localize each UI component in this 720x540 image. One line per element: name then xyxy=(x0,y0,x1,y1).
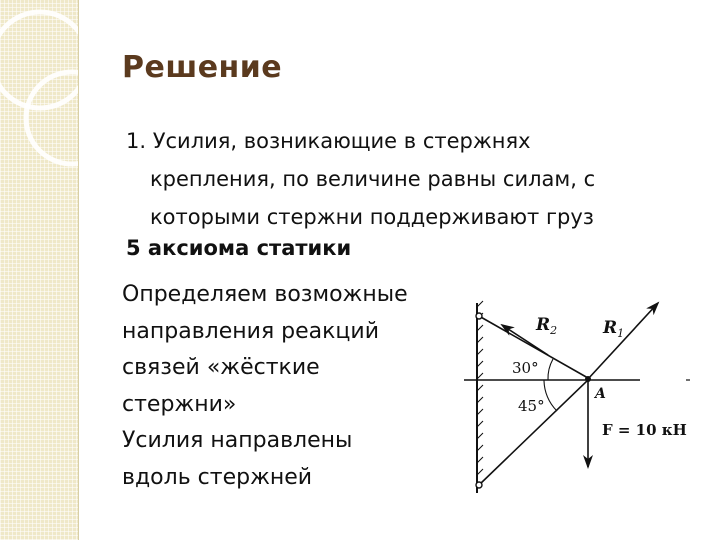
angle-label-30: 30° xyxy=(512,359,539,377)
label-r1 xyxy=(602,318,624,340)
body-line-2: направления реакций xyxy=(122,318,380,344)
angle-label-45: 45° xyxy=(518,397,545,415)
angle-arc-45 xyxy=(544,380,557,411)
lower-rod xyxy=(479,380,588,485)
band-divider xyxy=(78,0,79,540)
point-a-node xyxy=(585,376,591,382)
label-r1-letter: R xyxy=(603,318,618,338)
point-a-label: A xyxy=(595,386,606,402)
body-line-6: вдоль стержней xyxy=(122,464,313,490)
body-line-3: связей «жёсткие xyxy=(122,355,320,380)
body-line-1: Определяем возможные xyxy=(122,282,408,307)
upper-hinge xyxy=(476,313,482,319)
label-r2 xyxy=(535,315,557,337)
point-one-line-3: которыми стержни поддерживают груз xyxy=(150,205,594,229)
force-label: F = 10 кН xyxy=(602,421,687,439)
reaction-r1-arrow xyxy=(588,303,658,379)
slide-title: Решение xyxy=(122,50,283,85)
force-diagram xyxy=(440,285,710,510)
body-line-4: стержни» xyxy=(122,391,237,417)
decorative-side-band xyxy=(0,0,78,540)
label-r2-letter: R xyxy=(536,315,551,335)
circle-ornament xyxy=(0,0,78,540)
body-line-5: Усилия направлены xyxy=(122,428,353,453)
label-r2-sub: 2 xyxy=(550,324,558,337)
point-one-text xyxy=(126,122,686,236)
lower-hinge xyxy=(476,482,482,488)
point-one-line-1: 1. Усилия, возникающие в стержнях xyxy=(126,129,531,153)
angle-arc-30 xyxy=(548,359,553,380)
body-paragraph xyxy=(122,277,462,496)
label-r1-sub: 1 xyxy=(617,327,625,340)
wall xyxy=(477,301,483,493)
axiom-heading: 5 аксиома статики xyxy=(126,236,352,260)
point-one-line-2: крепления, по величине равны силам, с xyxy=(150,167,596,191)
